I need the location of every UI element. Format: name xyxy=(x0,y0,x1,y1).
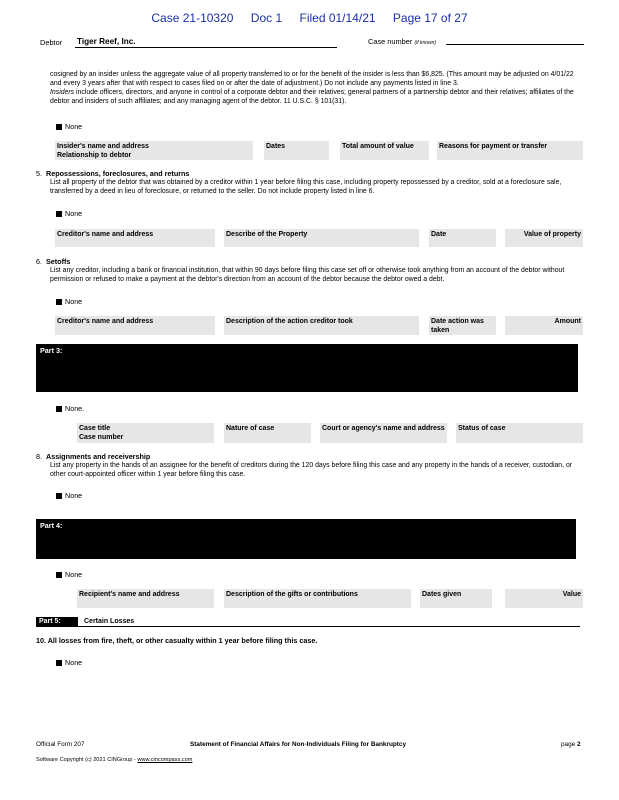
insider-intro-text: cosigned by an insider unless the aggregate value of all property transferred to or for the benefit of the insider is less than $6,825. (This amount may be adjusted on 4/01/22 and every 3 years after that with respect to cases filed on or after the date of adjustment.) Do not include any payments listed in line 3. Insiders include officers, directors, and anyone in control of a corporate debtor and their relatives; general partners of a partnership debtor and their relatives; affiliates of the debtor and insiders of such affiliates; and any managing agent of the debtor. 11 U.S.C. § 101(31). xyxy=(50,71,574,106)
none-checkbox-6[interactable]: None xyxy=(56,297,82,306)
part-4-label: Part 4: xyxy=(40,521,63,530)
part-3-label: Part 3: xyxy=(40,346,63,355)
debtor-label: Debtor xyxy=(40,38,63,47)
none-checkbox-7[interactable]: None. xyxy=(56,404,84,413)
section-10-title: 10. All losses from fire, theft, or other casualty within 1 year before filing this case. xyxy=(36,636,318,645)
checkbox-checked-icon xyxy=(56,572,62,578)
table-header-gift-value: Value xyxy=(505,589,583,608)
table-header-reasons: Reasons for payment or transfer xyxy=(437,141,583,160)
part-4-banner xyxy=(36,519,576,559)
table-header-case-title: Case title Case number xyxy=(77,423,214,443)
table-header-status: Status of case xyxy=(456,423,583,443)
table-header-value: Value of property xyxy=(505,229,583,247)
checkbox-checked-icon xyxy=(56,124,62,130)
none-checkbox-9[interactable]: None xyxy=(56,570,82,579)
table-header-date: Date xyxy=(429,229,496,247)
table-header-gifts: Description of the gifts or contributions xyxy=(224,589,411,608)
section-6-title: 6. Setoffs xyxy=(36,257,71,266)
case-id: Case 21-10320 xyxy=(151,11,234,25)
checkbox-checked-icon xyxy=(56,211,62,217)
footer-page: page 2 xyxy=(561,741,581,748)
footer-copyright: Software Copyright (c) 2021 CINGroup - www.cincompass.com xyxy=(36,757,193,763)
table-header-creditor-6: Creditor's name and address xyxy=(55,316,215,335)
checkbox-checked-icon xyxy=(56,299,62,305)
case-number-field xyxy=(446,44,584,45)
table-header-property: Describe of the Property xyxy=(224,229,419,247)
section-6-text: List any creditor, including a bank or financial institution, that within 90 days before filing this case set off or otherwise took anything from an account of the debtor without permission or refused to make a payment at the debtor's direction from an account of the debtor because the debtor owed a debt. xyxy=(50,267,565,284)
section-8-title: 8. Assignments and receivership xyxy=(36,452,151,461)
none-checkbox-5[interactable]: None xyxy=(56,209,82,218)
checkbox-checked-icon xyxy=(56,493,62,499)
table-header-action: Description of the action creditor took xyxy=(224,316,419,335)
case-number-label: Case number (if known) xyxy=(368,37,437,46)
part-5-rule xyxy=(36,626,580,627)
table-header-total: Total amount of value xyxy=(340,141,429,160)
none-checkbox-8[interactable]: None xyxy=(56,491,82,500)
table-header-insider: Insider's name and address Relationship to debtor xyxy=(55,141,253,160)
checkbox-checked-icon xyxy=(56,406,62,412)
section-5-text: List all property of the debtor that was obtained by a creditor within 1 year before filing this case, including property repossessed by a creditor, sold at a foreclosure sale, transferred by a deed in lieu of foreclosure, or returned to the seller. Do not include property listed in line 6. xyxy=(50,179,562,196)
table-header-dates-given: Dates given xyxy=(420,589,492,608)
table-header-date-action: Date action was taken xyxy=(429,316,496,335)
footer-title: Statement of Financial Affairs for Non-Individuals Filing for Bankruptcy xyxy=(190,741,406,748)
debtor-name: Tiger Reef, Inc. xyxy=(75,37,337,48)
table-header-nature: Nature of case xyxy=(224,423,311,443)
part-5-label: Part 5: xyxy=(36,617,78,626)
part-5-title: Certain Losses xyxy=(84,618,135,625)
section-8-text: List any property in the hands of an assignee for the benefit of creditors during the 120 days before filing this case and any property in the hands of a receiver, custodian, or other court-appointed officer within 1 year before filing this case. xyxy=(50,462,573,479)
none-checkbox-10[interactable]: None xyxy=(56,658,82,667)
none-checkbox-4[interactable]: None xyxy=(56,122,82,131)
checkbox-checked-icon xyxy=(56,660,62,666)
filed-date: Filed 01/14/21 xyxy=(299,11,376,25)
table-header-dates: Dates xyxy=(264,141,329,160)
table-header-court: Court or agency's name and address xyxy=(320,423,447,443)
table-header-creditor: Creditor's name and address xyxy=(55,229,215,247)
footer-link[interactable]: www.cincompass.com xyxy=(137,757,193,763)
case-header xyxy=(0,11,619,26)
page-indicator: Page 17 of 27 xyxy=(392,11,468,25)
part-3-banner xyxy=(36,344,578,392)
section-5-title: 5. Repossessions, foreclosures, and returns xyxy=(36,169,190,178)
table-header-recipient: Recipient's name and address xyxy=(77,589,214,608)
footer-form-number: Official Form 207 xyxy=(36,741,85,748)
doc-number: Doc 1 xyxy=(250,11,283,25)
table-header-amount: Amount xyxy=(505,316,583,335)
